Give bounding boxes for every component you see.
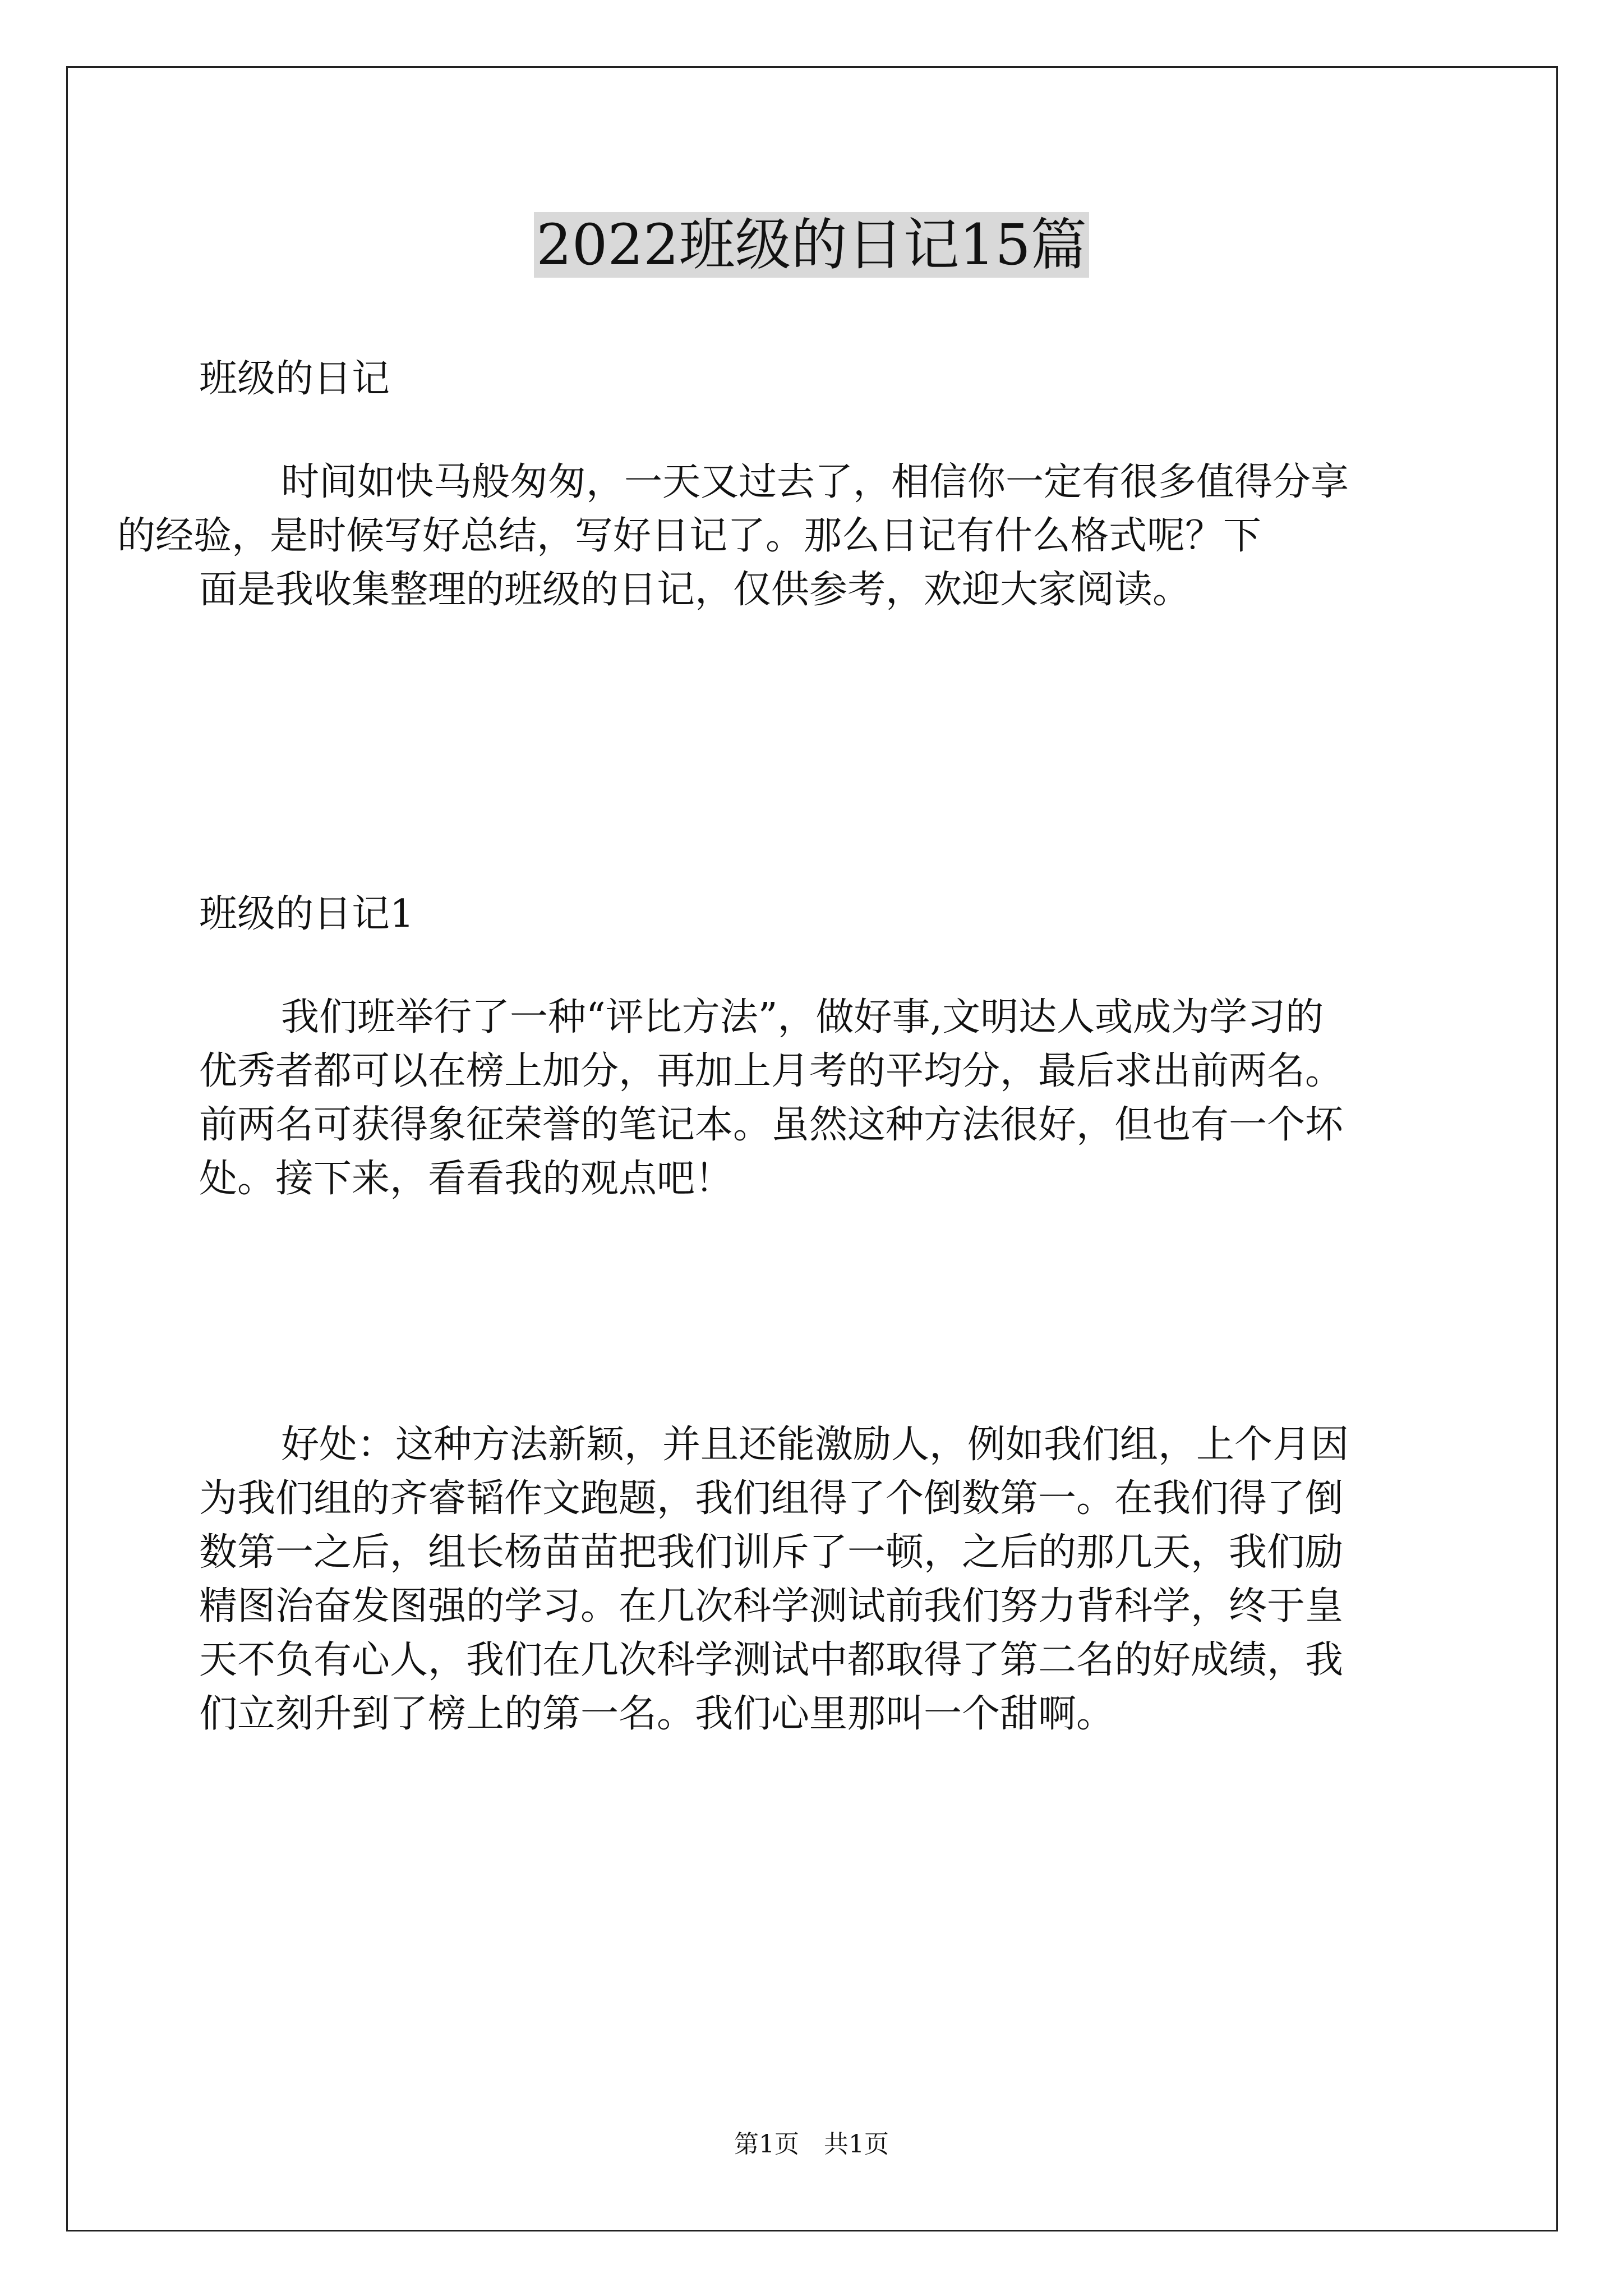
section-1-paragraph-2 — [199, 1418, 1427, 1741]
document-title — [0, 203, 1623, 287]
section-1-paragraph-2-text — [199, 1418, 1427, 1741]
document-title-text: 2022班级的日记15篇 — [534, 212, 1089, 278]
s1p2-line-1: 好处：这种方法新颖，并且还能激励人，例如我们组，上个月因 — [281, 1423, 1349, 1467]
s1p1-line-3: 前两名可获得象征荣誉的笔记本。虽然这种方法很好，但也有一个坏 — [199, 1103, 1344, 1147]
intro-heading: 班级的日记 — [199, 357, 390, 401]
page-number: 第1页 共1页 — [734, 2130, 889, 2159]
s1p2-line-4: 精图治奋发图强的学习。在几次科学测试前我们努力背科学，终于皇 — [199, 1584, 1344, 1628]
s1p1-line-1: 我们班举行了一种“评比方法”，做好事,文明达人或成为学习的 — [281, 995, 1324, 1039]
s1p1-line-4: 处。接下来，看看我的观点吧！ — [199, 1157, 734, 1201]
page-footer — [0, 2128, 1623, 2161]
intro-heading-block — [199, 352, 1427, 406]
intro-line-1: 时间如快马般匆匆，一天又过去了，相信你一定有很多值得分享 — [281, 460, 1349, 504]
s1p2-line-5: 天不负有心人，我们在几次科学测试中都取得了第二名的好成绩，我 — [199, 1638, 1344, 1682]
section-1-paragraph-1 — [199, 991, 1427, 1206]
intro-line-2: 的经验，是时候写好总结，写好日记了。那么日记有什么格式呢？下 — [117, 514, 1262, 558]
intro-paragraph — [117, 455, 1427, 617]
section-1-heading: 班级的日记1 — [199, 892, 414, 936]
section-1-paragraph-1-text — [199, 991, 1427, 1206]
intro-paragraph-text — [117, 455, 1427, 617]
s1p2-line-6: 们立刻升到了榜上的第一名。我们心里那叫一个甜啊。 — [199, 1692, 1115, 1736]
section-1-heading-block — [199, 887, 1427, 941]
intro-line-3: 面是我收集整理的班级的日记，仅供参考，欢迎大家阅读。 — [199, 568, 1191, 612]
s1p1-line-2: 优秀者都可以在榜上加分，再加上月考的平均分，最后求出前两名。 — [199, 1049, 1344, 1093]
s1p2-line-2: 为我们组的齐睿韬作文跑题，我们组得了个倒数第一。在我们得了倒 — [199, 1476, 1344, 1521]
s1p2-line-3: 数第一之后，组长杨苗苗把我们训斥了一顿，之后的那几天，我们励 — [199, 1530, 1344, 1575]
